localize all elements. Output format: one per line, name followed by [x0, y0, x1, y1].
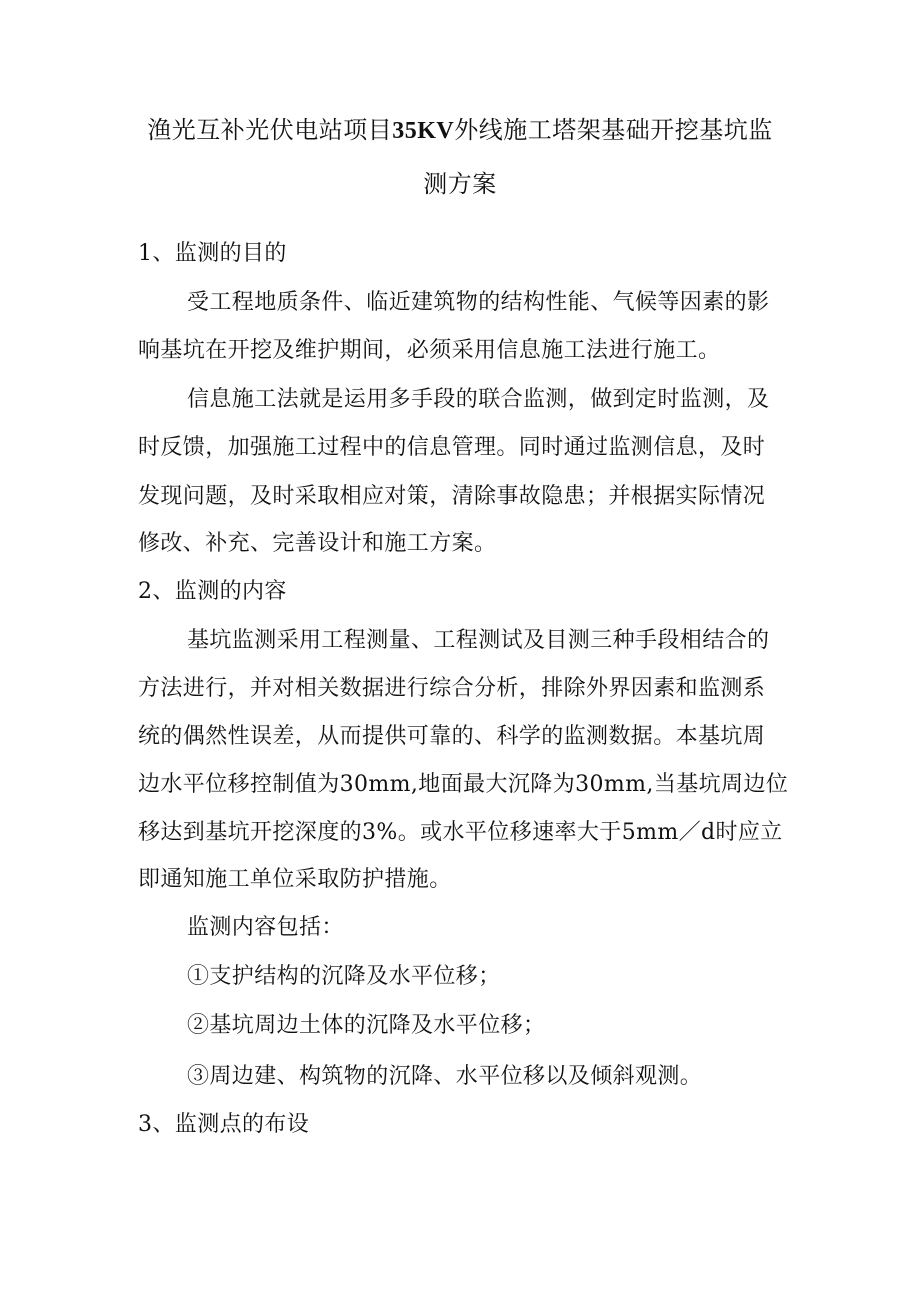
paragraph-line: 响基坑在开挖及维护期间，必须采用信息施工法进行施工。 [138, 338, 721, 363]
title-text-bold: 35KV [392, 118, 455, 144]
paragraph-line: 即通知施工单位采取防护措施。 [138, 867, 452, 892]
list-item: ①支护结构的沉降及水平位移； [187, 964, 501, 989]
document-title [120, 114, 800, 147]
title-text-part2: 外线施工塔架基础开挖基坑监 [454, 116, 773, 144]
list-item: ③周边建、构筑物的沉降、水平位移以及倾斜观测。 [187, 1064, 703, 1089]
paragraph-line: 信息施工法就是运用多手段的联合监测，做到定时监测，及 [187, 387, 770, 412]
paragraph-line: 统的偶然性误差，从而提供可靠的、科学的监测数据。本基坑周 [138, 724, 766, 749]
paragraph-line: 时反馈，加强施工过程中的信息管理。同时通过监测信息，及时 [138, 435, 766, 460]
paragraph-line: 修改、补充、完善设计和施工方案。 [138, 531, 497, 556]
paragraph-line: 基坑监测采用工程测量、工程测试及目测三种手段相结合的 [187, 628, 770, 653]
paragraph-line: 移达到基坑开挖深度的3%。或水平位移速率大于5mm／d时应立 [138, 820, 783, 845]
section-heading-1: 1、监测的目的 [138, 241, 287, 266]
title-text-part1: 渔光互补光伏电站项目 [147, 116, 393, 144]
list-item: ②基坑周边土体的沉降及水平位移； [187, 1013, 546, 1038]
paragraph-line: 受工程地质条件、临近建筑物的结构性能、气候等因素的影 [187, 290, 770, 315]
paragraph-line: 边水平位移控制值为30mm,地面最大沉降为30mm,当基坑周边位 [138, 772, 789, 797]
section-heading-2: 2、监测的内容 [138, 579, 287, 604]
paragraph-line: 发现问题，及时采取相应对策，清除事故隐患；并根据实际情况 [138, 484, 766, 509]
paragraph-line: 方法进行，并对相关数据进行综合分析，排除外界因素和监测系 [138, 676, 766, 701]
section-heading-3: 3、监测点的布设 [138, 1112, 310, 1137]
list-intro: 监测内容包括： [187, 915, 344, 940]
document-title-line2: 测方案 [423, 170, 497, 198]
